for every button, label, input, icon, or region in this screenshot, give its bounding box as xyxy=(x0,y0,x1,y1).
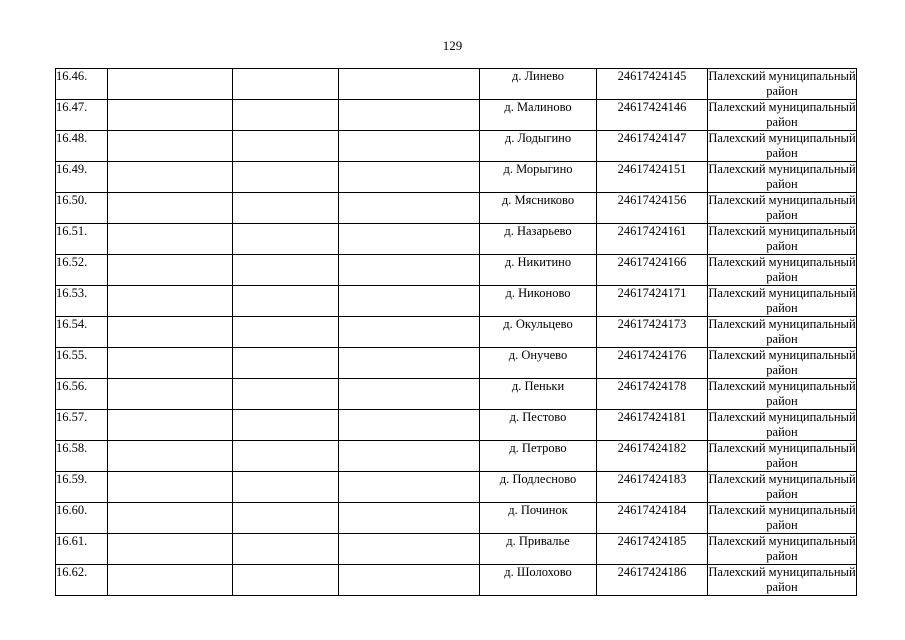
empty-cell xyxy=(233,348,339,379)
oktmo-code-cell: 24617424161 xyxy=(597,224,708,255)
empty-cell xyxy=(108,131,233,162)
oktmo-code-cell: 24617424146 xyxy=(597,100,708,131)
table-row xyxy=(56,255,857,286)
empty-cell xyxy=(339,410,480,441)
locality-cell: д. Онучево xyxy=(480,348,597,379)
table-row xyxy=(56,472,857,503)
district-cell: Палехский муниципальный район xyxy=(708,286,856,315)
row-number-cell: 16.51. xyxy=(56,224,108,255)
empty-cell xyxy=(108,162,233,193)
empty-cell xyxy=(233,100,339,131)
empty-cell xyxy=(233,317,339,348)
empty-cell xyxy=(339,348,480,379)
empty-cell xyxy=(339,224,480,255)
table-row xyxy=(56,503,857,534)
oktmo-code-cell: 24617424183 xyxy=(597,472,708,503)
district-cell: Палехский муниципальный район xyxy=(708,255,856,284)
empty-cell xyxy=(339,503,480,534)
district-cell: Палехский муниципальный район xyxy=(708,565,856,594)
row-number-cell: 16.62. xyxy=(56,565,108,596)
empty-cell xyxy=(108,565,233,596)
oktmo-code-cell: 24617424147 xyxy=(597,131,708,162)
row-number-cell: 16.49. xyxy=(56,162,108,193)
locality-cell: д. Малиново xyxy=(480,100,597,131)
empty-cell xyxy=(339,565,480,596)
empty-cell xyxy=(108,441,233,472)
table-row xyxy=(56,317,857,348)
empty-cell xyxy=(339,379,480,410)
empty-cell xyxy=(108,224,233,255)
empty-cell xyxy=(108,503,233,534)
empty-cell xyxy=(108,379,233,410)
table-row xyxy=(56,379,857,410)
empty-cell xyxy=(233,286,339,317)
registry-table xyxy=(55,68,857,596)
empty-cell xyxy=(339,131,480,162)
oktmo-code-cell: 24617424184 xyxy=(597,503,708,534)
locality-cell: д. Лодыгино xyxy=(480,131,597,162)
row-number-cell: 16.46. xyxy=(56,69,108,100)
oktmo-code-cell: 24617424145 xyxy=(597,69,708,100)
district-cell: Палехский муниципальный район xyxy=(708,503,856,532)
empty-cell xyxy=(339,472,480,503)
district-cell: Палехский муниципальный район xyxy=(708,410,856,439)
locality-cell: д. Морыгино xyxy=(480,162,597,193)
empty-cell xyxy=(108,69,233,100)
district-cell: Палехский муниципальный район xyxy=(708,193,856,222)
locality-cell: д. Назарьево xyxy=(480,224,597,255)
oktmo-code-cell: 24617424186 xyxy=(597,565,708,596)
empty-cell xyxy=(233,565,339,596)
district-cell: Палехский муниципальный район xyxy=(708,131,856,160)
empty-cell xyxy=(233,162,339,193)
locality-cell: д. Пестово xyxy=(480,410,597,441)
empty-cell xyxy=(108,100,233,131)
oktmo-code-cell: 24617424182 xyxy=(597,441,708,472)
district-cell: Палехский муниципальный район xyxy=(708,472,856,501)
oktmo-code-cell: 24617424176 xyxy=(597,348,708,379)
empty-cell xyxy=(108,472,233,503)
district-cell: Палехский муниципальный район xyxy=(708,534,856,563)
row-number-cell: 16.61. xyxy=(56,534,108,565)
empty-cell xyxy=(233,410,339,441)
empty-cell xyxy=(339,255,480,286)
district-cell: Палехский муниципальный район xyxy=(708,348,856,377)
locality-cell: д. Окульцево xyxy=(480,317,597,348)
row-number-cell: 16.53. xyxy=(56,286,108,317)
row-number-cell: 16.56. xyxy=(56,379,108,410)
empty-cell xyxy=(339,193,480,224)
table-row xyxy=(56,348,857,379)
empty-cell xyxy=(108,410,233,441)
empty-cell xyxy=(339,534,480,565)
empty-cell xyxy=(108,317,233,348)
locality-cell: д. Пеньки xyxy=(480,379,597,410)
locality-cell: д. Никоново xyxy=(480,286,597,317)
oktmo-code-cell: 24617424151 xyxy=(597,162,708,193)
empty-cell xyxy=(108,255,233,286)
table-row xyxy=(56,565,857,596)
empty-cell xyxy=(233,534,339,565)
empty-cell xyxy=(233,472,339,503)
empty-cell xyxy=(233,224,339,255)
registry-table-body xyxy=(56,69,857,596)
district-cell: Палехский муниципальный район xyxy=(708,317,856,346)
locality-cell: д. Линево xyxy=(480,69,597,100)
empty-cell xyxy=(233,69,339,100)
oktmo-code-cell: 24617424171 xyxy=(597,286,708,317)
locality-cell: д. Мясниково xyxy=(480,193,597,224)
row-number-cell: 16.54. xyxy=(56,317,108,348)
locality-cell: д. Никитино xyxy=(480,255,597,286)
oktmo-code-cell: 24617424173 xyxy=(597,317,708,348)
locality-cell: д. Шолохово xyxy=(480,565,597,596)
row-number-cell: 16.58. xyxy=(56,441,108,472)
row-number-cell: 16.48. xyxy=(56,131,108,162)
row-number-cell: 16.52. xyxy=(56,255,108,286)
oktmo-code-cell: 24617424156 xyxy=(597,193,708,224)
locality-cell: д. Починок xyxy=(480,503,597,534)
district-cell: Палехский муниципальный район xyxy=(708,100,856,129)
empty-cell xyxy=(233,379,339,410)
empty-cell xyxy=(233,255,339,286)
table-row xyxy=(56,100,857,131)
district-cell: Палехский муниципальный район xyxy=(708,224,856,253)
row-number-cell: 16.60. xyxy=(56,503,108,534)
oktmo-code-cell: 24617424178 xyxy=(597,379,708,410)
empty-cell xyxy=(339,317,480,348)
empty-cell xyxy=(108,286,233,317)
empty-cell xyxy=(339,441,480,472)
empty-cell xyxy=(233,131,339,162)
table-row xyxy=(56,131,857,162)
empty-cell xyxy=(108,348,233,379)
empty-cell xyxy=(339,69,480,100)
row-number-cell: 16.55. xyxy=(56,348,108,379)
table-row xyxy=(56,69,857,100)
oktmo-code-cell: 24617424181 xyxy=(597,410,708,441)
empty-cell xyxy=(108,534,233,565)
row-number-cell: 16.47. xyxy=(56,100,108,131)
district-cell: Палехский муниципальный район xyxy=(708,162,856,191)
table-row xyxy=(56,193,857,224)
table-row xyxy=(56,441,857,472)
oktmo-code-cell: 24617424166 xyxy=(597,255,708,286)
locality-cell: д. Привалье xyxy=(480,534,597,565)
district-cell: Палехский муниципальный район xyxy=(708,69,856,98)
district-cell: Палехский муниципальный район xyxy=(708,441,856,470)
table-row xyxy=(56,286,857,317)
locality-cell: д. Петрово xyxy=(480,441,597,472)
table-row xyxy=(56,534,857,565)
locality-cell: д. Подлесново xyxy=(480,472,597,503)
page-number: 129 xyxy=(442,38,463,53)
empty-cell xyxy=(233,441,339,472)
table-row xyxy=(56,162,857,193)
table-row xyxy=(56,410,857,441)
table-row xyxy=(56,224,857,255)
empty-cell xyxy=(339,162,480,193)
row-number-cell: 16.50. xyxy=(56,193,108,224)
empty-cell xyxy=(108,193,233,224)
row-number-cell: 16.57. xyxy=(56,410,108,441)
district-cell: Палехский муниципальный район xyxy=(708,379,856,408)
oktmo-code-cell: 24617424185 xyxy=(597,534,708,565)
empty-cell xyxy=(339,100,480,131)
empty-cell xyxy=(339,286,480,317)
empty-cell xyxy=(233,503,339,534)
empty-cell xyxy=(233,193,339,224)
row-number-cell: 16.59. xyxy=(56,472,108,503)
